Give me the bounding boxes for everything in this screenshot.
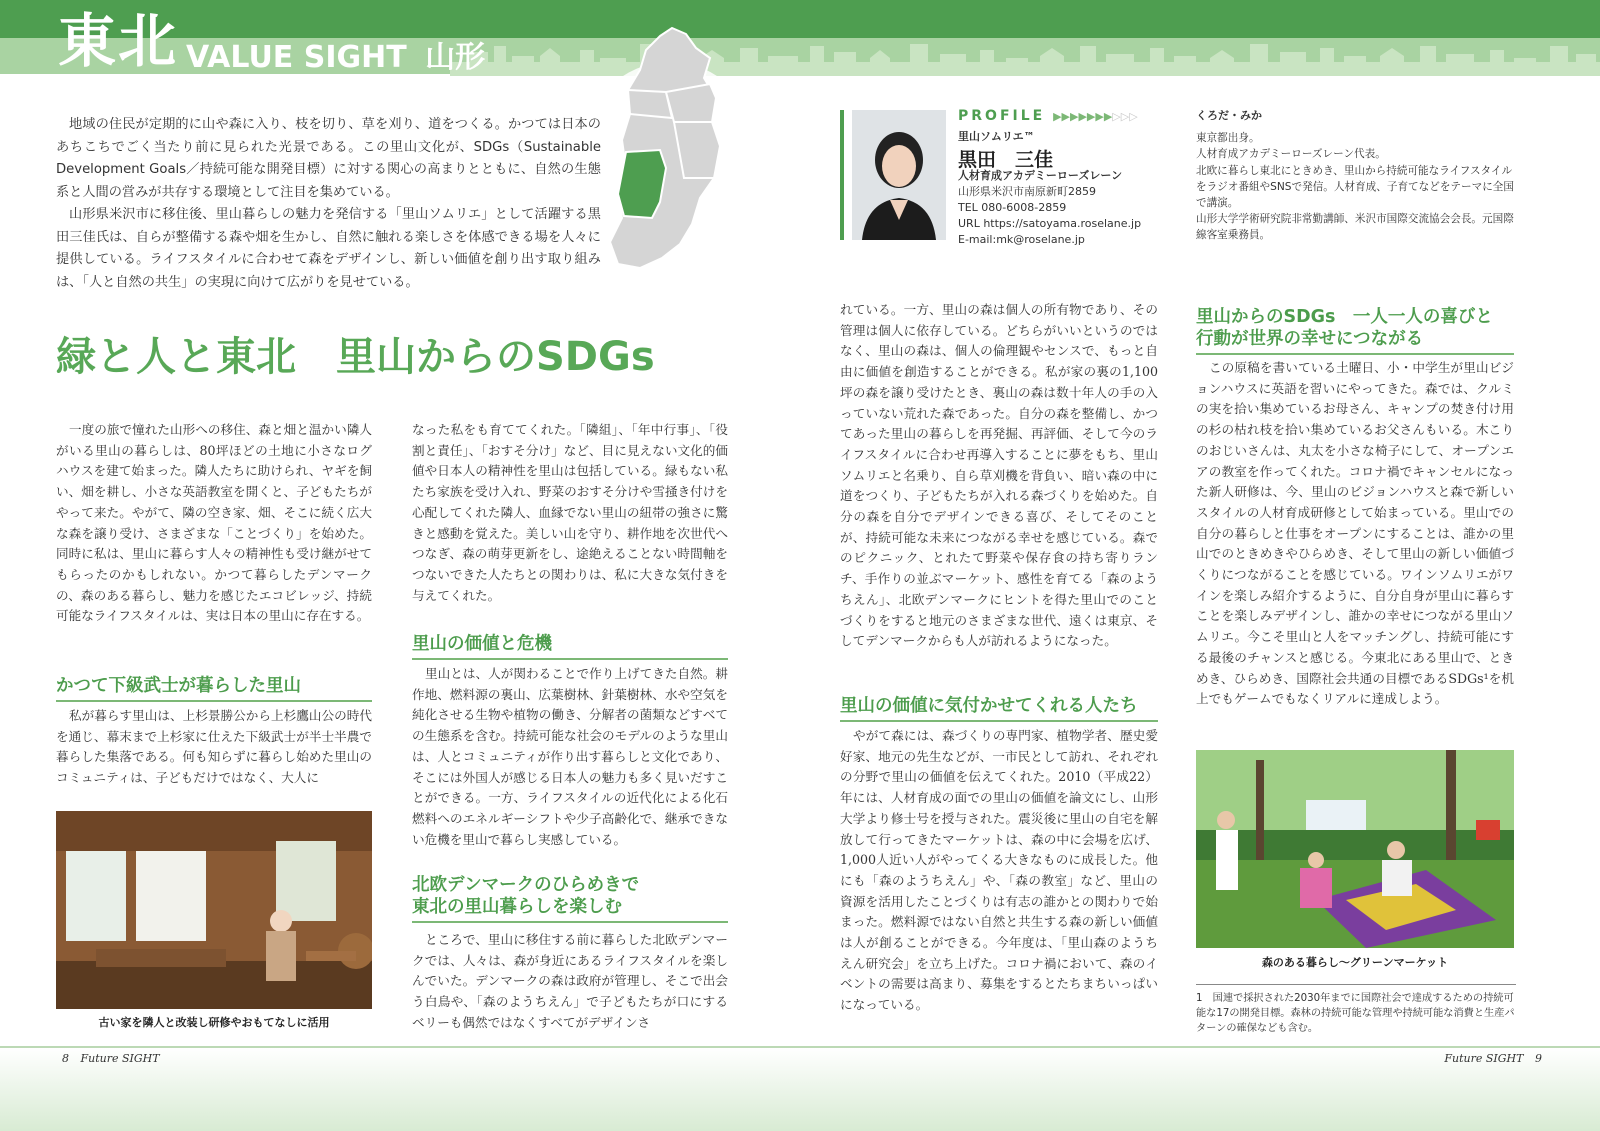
bio-line: 東京都出身。 bbox=[1196, 132, 1260, 145]
paragraph: ところで、里山に移住する前に暮らした北欧デンマークでは、人々は、森が身近にあるライフスタイルを楽しんでいた。デンマークの森は政府が管理し、そこで出会う白鳥や、「森のようちえん」で子どもたちが口にするベリーも偶然ではなくすべてがデザインさ bbox=[412, 932, 728, 1030]
section-heading bbox=[1196, 306, 1514, 355]
paragraph: やがて森には、森づくりの専門家、植物学者、歴史愛好家、地元の先生などが、一市民として訪れ、それぞれの分野で里山の価値を伝えてくれた。2010（平成22）年には、人材育成の面での里山の価値を論文にし、山形大学より修士号を授与された。震災後に里山の自宅を解放して行ってきたマーケットは、森の中に会場を広げ、1,000人近い人がやってくる大きなものに成長した。他にも「森のようちえん」や、「森の教室」など、里山の資源を活用したことづくりは有志の誰かとの関わりで始まった。燃料源ではない自然と共生する森の新しい価値は人が創ることができる。今年度は、「里山森のようちえん研究会」を立ち上げた。コロナ禍において、森のイベントの需要は高まり、募集をするとたちまちいっぱいになっている。 bbox=[840, 728, 1158, 1013]
header-band-dark bbox=[0, 0, 1600, 38]
column-2-text bbox=[412, 420, 728, 606]
page-number: 8 bbox=[62, 1052, 69, 1065]
profile-label-text: PROFILE bbox=[958, 108, 1046, 124]
house-interior-photo bbox=[56, 811, 372, 1009]
profile-tel: TEL 080-6008-2859 bbox=[958, 201, 1067, 214]
profile-email[interactable]: E-mail:mk@roselane.jp bbox=[958, 233, 1085, 246]
column-3-text-2 bbox=[840, 726, 1158, 1016]
magazine-title: Future SIGHT bbox=[80, 1052, 160, 1065]
column-2-text-2 bbox=[412, 664, 728, 850]
profile-accent-bar bbox=[840, 110, 844, 240]
profile-label bbox=[958, 108, 1138, 124]
intro-paragraph: 山形県米沢市に移住後、里山暮らしの魅力を発信する「里山ソムリエ」として活躍する黒田三佳氏は、自らが整備する森や畑を生かし、自然に触れる楽しさを体感できる場を人々に提供している。ライフスタイルに合わせて森をデザインし、新しい価値を創り出す取り組みは、「人と自然の共生」の実現に向けて広がりを見せている。 bbox=[56, 207, 601, 290]
page-number: 9 bbox=[1535, 1052, 1542, 1065]
magazine-title: Future SIGHT bbox=[1444, 1052, 1524, 1065]
bio-line: 山形大学学術研究院非常勤講師、米沢市国際交流協会会長。元国際線客室乗務員。 bbox=[1196, 213, 1514, 242]
profile-organization: 人材育成アカデミーローズレーン bbox=[958, 169, 1123, 182]
profile-name: 黒田 三佳 bbox=[958, 149, 1054, 171]
profile-bio bbox=[1196, 108, 1516, 244]
column-1-text bbox=[56, 420, 372, 627]
paragraph: れている。一方、里山の森は個人の所有物であり、その管理は個人に依存している。どちらがいいというのではなく、里山の森は、個人の倫理観やセンスで、もっと自由に価値を創造することができる。私が家の裏の1,100坪の森を譲り受けたとき、裏山の森は数十年人の手の入っていない荒れた森であった。自分の森を整備し、かつてあった里山の暮らしを再発掘、再評価、そして今のライフスタイルに合わせ再導入することに夢をもち、里山ソムリエと名乗り、自ら草刈機を背負い、暗い森の中に道をつくり、子どもたちが入れる森づくりを始めた。自分の森を自分でデザインできる喜び、そしてそのことが、持続可能な未来につながる幸せを感じている。森でのピクニック、とれたて野菜や保存食の持ち寄りランチ、手作りの並ぶマーケット、感性を育てる「森のようちえん」、北欧デンマークにヒントを得た里山でのことづくりをすると地元のさまざまな世代、遠くは東京、そしてデンマークからも人が訪れるようになった。 bbox=[840, 302, 1158, 649]
article-headline: 緑と人と東北 里山からのSDGs bbox=[56, 334, 655, 380]
left-folio bbox=[62, 1052, 160, 1065]
photo-caption: 古い家を隣人と改装し研修やおもてなしに活用 bbox=[98, 1016, 330, 1029]
profile-portrait bbox=[852, 110, 946, 240]
region-title: 東北 bbox=[58, 7, 179, 75]
profile-arrows-icon: ▶▶▶▶▶▶▶▷▷▷ bbox=[1053, 110, 1138, 123]
paragraph: なった私をも育ててくれた。「隣組」、「年中行事」、「役割と責任」、「おすそ分け」など、目に見えない文化的価値や日本人の精神性を里山は包括している。緑もない私たち家族を受け入れ、野菜のおすそ分けや雪掻き付けを心配してくれた隣人、血縁でない里山の紐帯の強さに驚きと感動を覚えた。美しい山を守り、耕作地を次世代へつなぎ、森の萌芽更新をし、途絶えることない時間軸をつないできた人たちとの関わりは、私に大きな気付きを与えてくれた。 bbox=[412, 422, 728, 603]
series-name: VALUE SIGHT bbox=[186, 40, 407, 75]
paragraph: この原稿を書いている土曜日、小・中学生が里山ビジョンハウスに英語を習いにやってきた。森では、クルミの実を拾い集めているお母さん、キャンプの焚き付け用の杉の枯れ枝を拾い集めているお父さんもいる。木こりのおじいさんは、丸太を小さな椅子にして、オープンエアの教室を作ってくれた。コロナ禍でキャンセルになった新人研修は、今、里山のビジョンハウスと森で新しいスタイルの人材育成研修として始まっている。里山での自分の暮らしと仕事をオープンにすることは、誰かの里山でのときめきやひらめき、そして里山の新しい価値づくりにつながることを感じている。ワインソムリエがワインを楽しみ紹介するように、自分自身が里山に暮らすことを楽しみデザインし、誰かの幸せにつながる里山ソムリエ。今こそ里山と人をマッチングし、持続可能にする最後のチャンスと感じる。今東北にある里山で、ときめき、ひらめき、国際社会共通の目標であるSDGs¹を机上でもゲームでもなくリアルに達成しよう。 bbox=[1196, 360, 1514, 707]
footnote: 1 国連で採択された2030年までに国際社会で達成するための持続可能な17の開発目標。森林の持続可能な管理や持続可能な消費と生産パターンの確保なども含む。 bbox=[1196, 984, 1516, 1036]
bio-line: 北欧に暮らし東北にときめき、里山から持続可能なライフスタイルをラジオ番組やSNSで発信。人材育成、子育てなどをテーマに全国で講演。 bbox=[1196, 164, 1514, 210]
profile-address: 山形県米沢市南原新町2859 bbox=[958, 185, 1096, 198]
photo-caption: 森のある暮らし～グリーンマーケット bbox=[1261, 956, 1449, 969]
intro-paragraph: 地域の住民が定期的に山や森に入り、枝を切り、草を刈り、道をつくる。かつては日本のあちこちでごく当たり前に見られた光景である。この里山文化が、SDGs（Sustainable Development Goals／持続可能な開発目標）に対する関心の高まりとともに、自然の生態系と人間の営みが共存する環境として注目を集めている。 bbox=[56, 117, 601, 200]
section-heading: かつて下級武士が暮らした里山 bbox=[56, 675, 372, 702]
heading-line: 里山からのSDGs 一人一人の喜びと bbox=[1196, 307, 1493, 327]
paragraph: 一度の旅で憧れた山形への移住、森と畑と温かい隣人がいる里山の暮らしは、80坪ほどの土地に小さなログハウスを建て始まった。隣人たちに助けられ、ヤギを飼い、畑を耕し、小さな英語教室を開くと、子どもたちがやって来た。やがて、隣の空き家、畑、そこに続く広大な森を譲り受け、さまざまな「ことづくり」を始めた。同時に私は、里山に暮らす人々の精神性も受け継がせてもらったのかもしれない。かつて暮らしたデンマークの、森のある暮らし、魅力を感じたエコビレッジ、持続可能なライフスタイルは、実は日本の里山に存在する。 bbox=[56, 422, 372, 624]
prefecture-name: 山形 bbox=[425, 40, 486, 75]
column-3-text bbox=[840, 300, 1158, 652]
paragraph: 里山とは、人が関わることで作り上げてきた自然。耕作地、燃料源の裏山、広葉樹林、針葉樹林、水や空気を純化させる生物や植物の働き、分解者の菌類などすべての生態系を含む。持続可能な社会のモデルのような里山は、人とコミュニティが作り出す暮らしと文化であり、そこには外国人が感じる日本人の魅力も多く見いだすことができる。一方、ライフスタイルの近代化による化石燃料へのエネルギーシフトや少子高齢化で、継承できない危機を里山で暮らし実感している。 bbox=[412, 666, 728, 847]
column-1-text-2 bbox=[56, 706, 372, 789]
series-title bbox=[186, 40, 485, 76]
heading-line: 北欧デンマークのひらめきで bbox=[412, 875, 640, 895]
bio-line: 人材育成アカデミーローズレーン代表。 bbox=[1196, 148, 1386, 161]
paragraph: 私が暮らす里山は、上杉景勝公から上杉鷹山公の時代を通じ、幕末まで上杉家に仕えた下級武士が半士半農で暮らした集落である。何も知らずに暮らし始めた里山のコミュニティは、子どもだけではなく、大人に bbox=[56, 708, 372, 786]
tohoku-map-icon bbox=[600, 18, 740, 278]
heading-line: 東北の里山暮らしを楽しむ bbox=[412, 897, 622, 917]
section-heading: 里山の価値と危機 bbox=[412, 633, 728, 660]
column-4-text bbox=[1196, 358, 1514, 710]
footer-band bbox=[0, 1048, 1600, 1131]
name-reading: くろだ・みか bbox=[1196, 109, 1262, 122]
profile-title: 里山ソムリエ™ bbox=[958, 130, 1035, 143]
heading-line: 行動が世界の幸せにつながる bbox=[1196, 329, 1424, 349]
profile-url[interactable]: URL https://satoyama.roselane.jp bbox=[958, 217, 1142, 230]
column-2-text-3 bbox=[412, 930, 728, 1034]
market-photo bbox=[1196, 750, 1514, 948]
section-heading: 里山の価値に気付かせてくれる人たち bbox=[840, 695, 1158, 722]
intro-lead bbox=[56, 114, 601, 294]
section-heading bbox=[412, 874, 728, 923]
right-folio bbox=[1422, 1052, 1542, 1065]
